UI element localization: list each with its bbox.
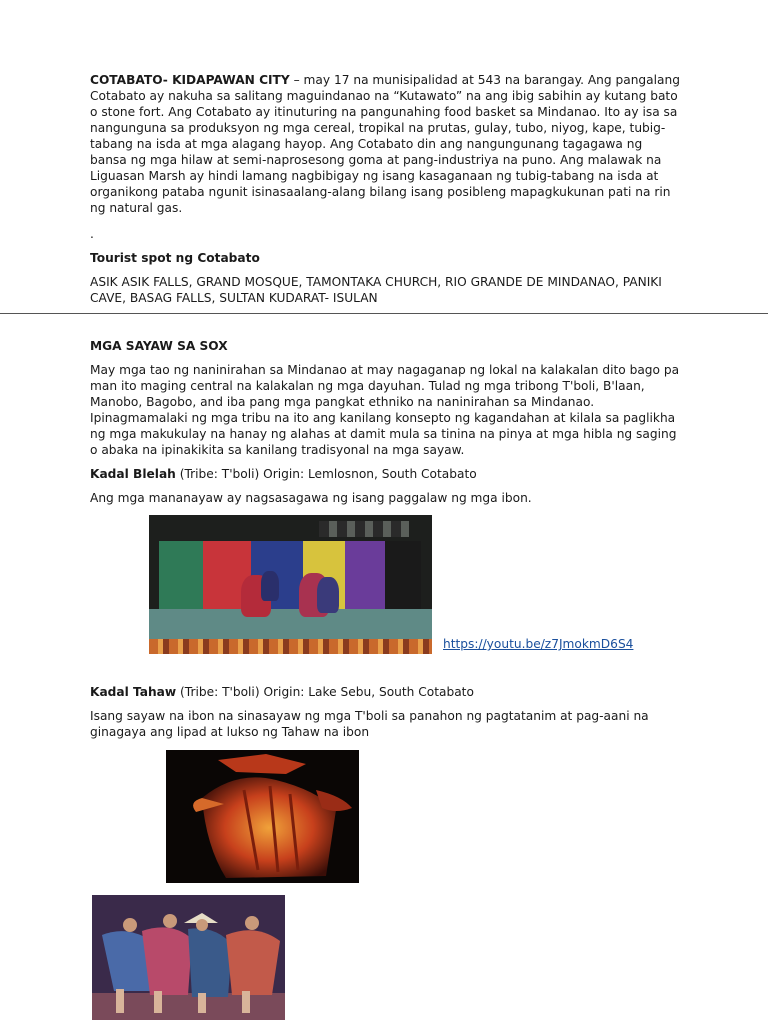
dance1-info: (Tribe: T'boli) Origin: Lemlosnon, South Cotabato (175, 467, 477, 481)
section-divider (0, 313, 768, 314)
cotabato-heading: COTABATO- KIDAPAWAN CITY (90, 73, 290, 87)
dance2-group-photo (92, 895, 285, 1020)
dance2-photo (166, 750, 359, 883)
dance1-photo (149, 515, 432, 654)
dance1-video-link[interactable]: https://youtu.be/z7JmokmD6S4 (443, 637, 634, 651)
separator-dot: . (90, 227, 94, 241)
tourist-list: ASIK ASIK FALLS, GRAND MOSQUE, TAMONTAKA CHURCH, RIO GRANDE DE MINDANAO, PANIKI CAVE, BASAG FALLS, SULTAN KUDARAT- ISULAN (90, 275, 662, 305)
dance2-desc: Isang sayaw na ibon na sinasayaw ng mga T'boli sa panahon ng pagtatanim at pag-aani na ginagaya ang lipad at lukso ng Tahaw na ibon (90, 709, 649, 739)
dance1-name: Kadal Blelah (90, 467, 176, 481)
sayaw-heading: MGA SAYAW SA SOX (90, 339, 228, 353)
dance2-info: (Tribe: T'boli) Origin: Lake Sebu, South Cotabato (176, 685, 474, 699)
cotabato-paragraph (90, 72, 680, 216)
sayaw-intro: May mga tao ng naninirahan sa Mindanao at may nagaganap ng lokal na kalakalan dito bago pa man ito maging central na kalakalan ng mga dayuhan. Tulad ng mga tribong T'boli, B'laan, Manobo, Bagobo, and iba pang mga pangkat ethniko na naninirahan sa Mindanao. Ipinagmamalaki ng mga tribu na ito ang kanilang konsepto ng kagandahan at kilala sa paglikha ng mga makukulay na hanay ng alahas at damit mula sa tinina na pinya at mga hibla ng saging o abaka na ipinakikita sa kanilang tradisyonal na mga sayaw. (90, 363, 680, 457)
dance2-title (90, 684, 680, 700)
dance1-desc: Ang mga mananayaw ay nagsasagawa ng isang paggalaw ng mga ibon. (90, 491, 532, 505)
dance1-title (90, 466, 680, 482)
cotabato-body: – may 17 na munisipalidad at 543 na barangay. Ang pangalang Cotabato ay nakuha sa salitang maguindanao na “Kutawato” na ang ibig sabihin ay kutang bato o stone fort. Ang Cotabato ay itinuturing na pangunahing food basket sa Mindanao. Ito ay isa sa nangunguna sa produksyon ng mga cereal, tropikal na prutas, gulay, tubo, niyog, kape, tubig-tabang na isda at mga alagang hayop. Ang Cotabato din ang nangungunang tagagawa ng bansa ng mga hilaw at semi-naprosesong goma at pang-industriya na puno. Ang malawak na Liguasan Marsh ay hindi lamang nagbibigay ng isang kasaganaan ng tubig-tabang na isda at organikong pataba ngunit isinasaalang-alang bilang isang posibleng mapagkukunan pati na rin ng natural gas. (90, 73, 680, 215)
dance2-name: Kadal Tahaw (90, 685, 177, 699)
tourist-heading: Tourist spot ng Cotabato (90, 251, 260, 265)
